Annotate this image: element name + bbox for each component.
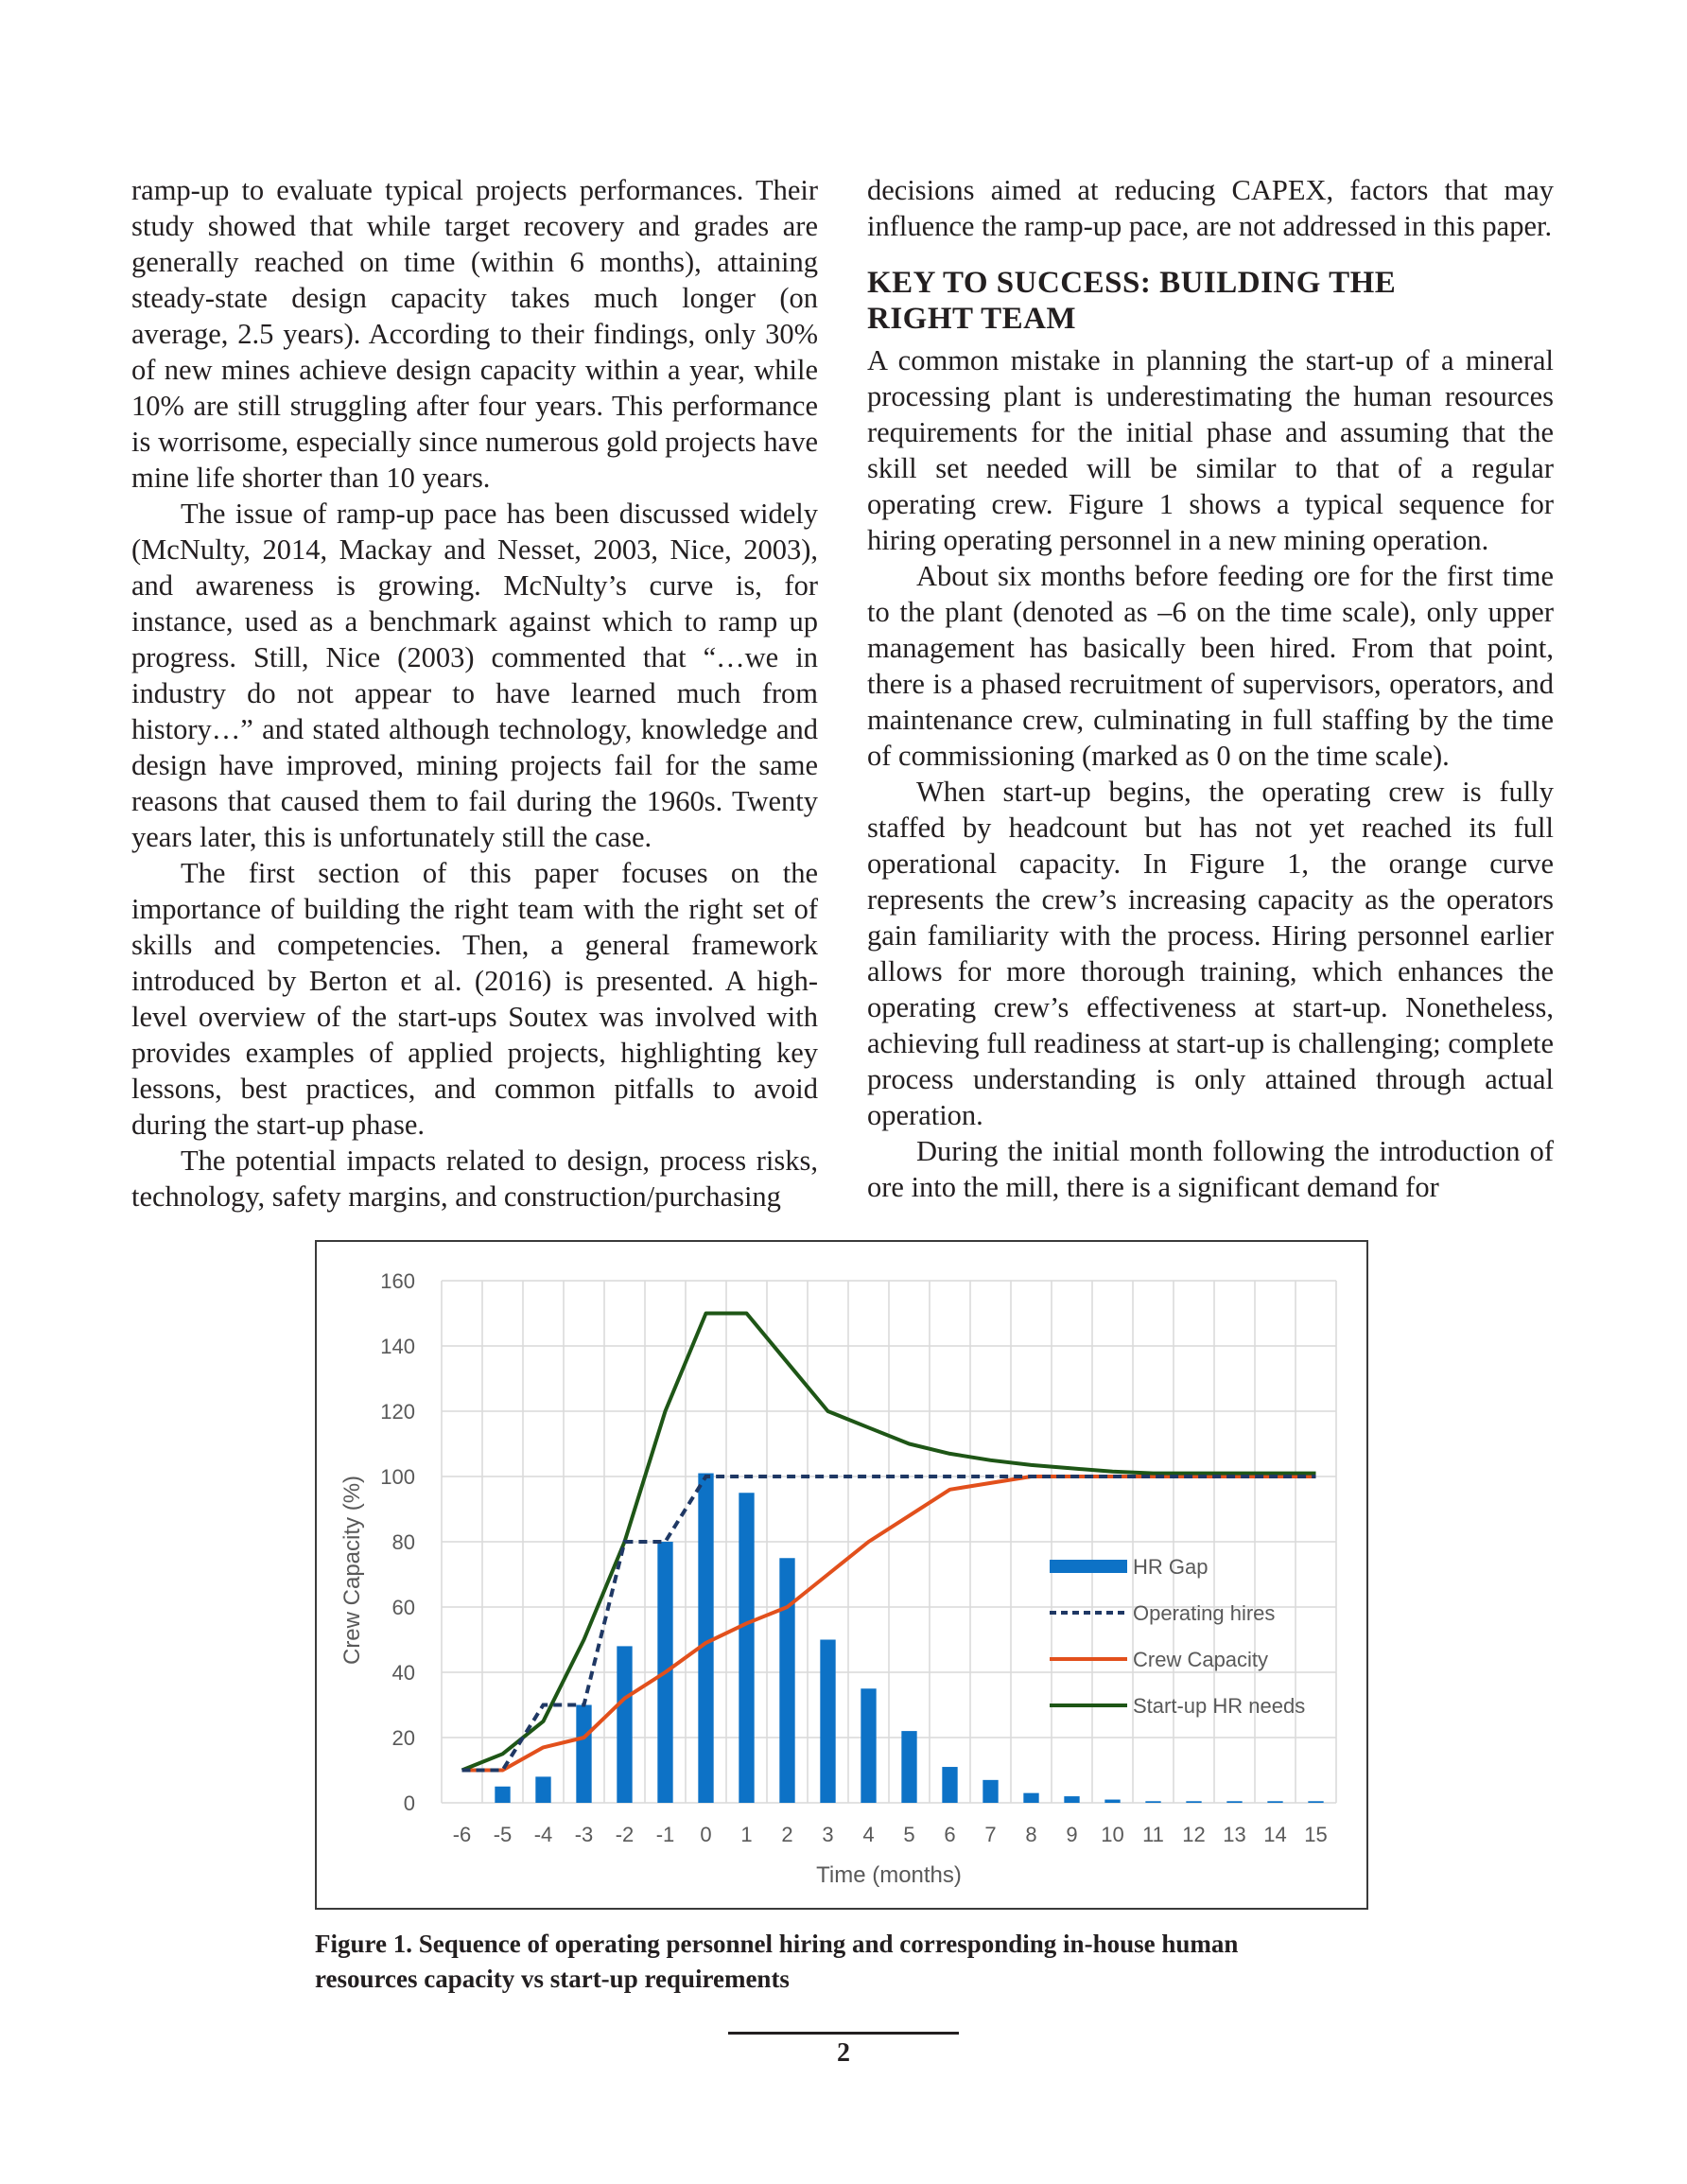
bar-hr-gap xyxy=(617,1646,632,1803)
x-tick-label: 8 xyxy=(1025,1823,1037,1846)
bar-hr-gap xyxy=(1023,1793,1038,1803)
y-tick-label: 120 xyxy=(380,1400,415,1424)
x-tick-label: 4 xyxy=(862,1823,875,1846)
right-column xyxy=(867,172,1554,1205)
x-tick-label: 11 xyxy=(1142,1823,1164,1846)
left-paragraph-1: ramp-up to evaluate typical projects performances. Their study showed that while target recovery and grades are generally reached on time (within 6 months), attaining steady-state design capacity takes much longer (on average, 2.5 years). According to their findings, only 30% of new mines achieve design capacity within a year, while 10% are still struggling after four years. This performance is worrisome, especially since numerous gold projects have mine life shorter than 10 years. xyxy=(131,174,818,494)
page-number: 2 xyxy=(837,2038,850,2068)
y-axis-title: Crew Capacity (%) xyxy=(339,1475,365,1666)
y-tick-label: 20 xyxy=(391,1726,415,1750)
x-tick-label: 9 xyxy=(1066,1823,1078,1846)
right-paragraph-3: When start-up begins, the operating crew is fully staffed by headcount but has not yet reached its full operational capacity. In Figure 1, the orange curve represents the crew’s increasing capacity as the operators gain familiarity with the process. Hiring personnel earlier allows for more thorough training, which enhances the operating crew’s effectiveness at start-up. Nonetheless, achieving full readiness at start-up is challenging; complete process understanding is only attained through actual operation. xyxy=(867,776,1554,1131)
legend-label: Crew Capacity xyxy=(1133,1648,1269,1671)
x-tick-label: -4 xyxy=(533,1823,553,1846)
right-intro-paragraph: decisions aimed at reducing CAPEX, factors that may influence the ramp-up pace, are not addressed in this paper. xyxy=(867,174,1554,242)
bar-hr-gap xyxy=(1308,1801,1323,1803)
y-tick-label: 0 xyxy=(403,1791,415,1815)
bar-hr-gap xyxy=(1064,1796,1079,1803)
crew-capacity-chart xyxy=(317,1242,1366,1908)
bar-hr-gap xyxy=(495,1787,510,1803)
x-tick-label: -6 xyxy=(452,1823,472,1846)
bar-hr-gap xyxy=(779,1558,794,1803)
bar-hr-gap xyxy=(698,1474,713,1803)
figure-caption xyxy=(315,1927,1355,1997)
legend-label: HR Gap xyxy=(1133,1555,1209,1579)
x-tick-label: 2 xyxy=(781,1823,793,1846)
bar-hr-gap xyxy=(739,1493,754,1803)
right-paragraph-2: About six months before feeding ore for the first time to the plant (denoted as –6 on the time scale), only upper management has basically been hired. From that point, there is a phased recruitment of supervisors, operators, and maintenance crew, culminating in full staffing by the time of commissioning (marked as 0 on the time scale). xyxy=(867,560,1554,772)
y-tick-label: 40 xyxy=(391,1661,415,1685)
x-tick-label: -2 xyxy=(615,1823,635,1846)
x-tick-label: 1 xyxy=(740,1823,753,1846)
bar-hr-gap xyxy=(942,1767,957,1803)
y-tick-label: 160 xyxy=(380,1269,415,1293)
bar-hr-gap xyxy=(1226,1801,1242,1803)
x-tick-label: -3 xyxy=(574,1823,594,1846)
x-tick-label: 12 xyxy=(1182,1823,1206,1846)
y-tick-label: 100 xyxy=(380,1465,415,1489)
legend-label: Operating hires xyxy=(1133,1601,1276,1625)
section-heading xyxy=(867,265,1554,337)
bar-hr-gap xyxy=(983,1780,998,1803)
bar-hr-gap xyxy=(1186,1801,1201,1803)
bar-hr-gap xyxy=(1104,1800,1120,1803)
x-tick-label: 0 xyxy=(700,1823,712,1846)
bar-hr-gap xyxy=(1267,1801,1282,1803)
x-tick-label: 10 xyxy=(1101,1823,1124,1846)
left-paragraph-3: The first section of this paper focuses on the importance of building the right team with the right set of skills and competencies. Then, a general framework introduced by Berton et al. (2016) is presented. A high- level overview of the start-ups Soutex was involved with provides examples of applied projects, highlighting key lessons, best practices, and common pitfalls to avoid during the start-up phase. xyxy=(131,857,818,1141)
section-heading-line-2: RIGHT TEAM xyxy=(867,302,1077,336)
right-paragraph-1: A common mistake in planning the start-up of a mineral processing plant is underestimating the human resources requirements for the initial phase and assuming that the skill set needed will be similar to that of a regular operating crew. Figure 1 shows a typical sequence for hiring operating personnel in a new mining operation. xyxy=(867,344,1554,556)
x-axis-title: Time (months) xyxy=(816,1862,962,1888)
y-tick-label: 60 xyxy=(391,1596,415,1619)
x-tick-label: 6 xyxy=(944,1823,956,1846)
bar-hr-gap xyxy=(1145,1801,1160,1803)
x-tick-label: -1 xyxy=(655,1823,675,1846)
figure-caption-line-1: Figure 1. Sequence of operating personnel hiring and corresponding in-house human xyxy=(315,1930,1239,1958)
x-tick-label: 15 xyxy=(1304,1823,1328,1846)
bar-hr-gap xyxy=(576,1705,591,1804)
bar-hr-gap xyxy=(820,1640,835,1804)
figure-1-frame xyxy=(315,1240,1368,1910)
x-tick-label: 14 xyxy=(1263,1823,1287,1846)
bar-hr-gap xyxy=(901,1731,916,1803)
legend-label: Start-up HR needs xyxy=(1133,1694,1306,1718)
page-number-rule xyxy=(728,2032,959,2035)
x-tick-label: 7 xyxy=(984,1823,997,1846)
y-tick-label: 80 xyxy=(391,1530,415,1554)
right-paragraph-4: During the initial month following the introduction of ore into the mill, there is a significant demand for xyxy=(867,1135,1554,1203)
left-column xyxy=(131,172,818,1214)
left-paragraph-4: The potential impacts related to design, process risks, technology, safety margins, and construction/purchasing xyxy=(131,1144,818,1213)
legend-swatch-bar xyxy=(1050,1560,1127,1573)
x-tick-label: 3 xyxy=(822,1823,834,1846)
x-tick-label: 13 xyxy=(1223,1823,1246,1846)
section-heading-line-1: KEY TO SUCCESS: BUILDING THE xyxy=(867,266,1397,300)
bar-hr-gap xyxy=(535,1776,550,1803)
x-tick-label: 5 xyxy=(903,1823,915,1846)
x-tick-label: -5 xyxy=(493,1823,513,1846)
left-paragraph-2: The issue of ramp-up pace has been discussed widely (McNulty, 2014, Mackay and Nesset, 2003, Nice, 2003), and awareness is growing. McNulty’s curve is, for instance, used as a benchmark against which to ramp up progress. Still, Nice (2003) commented that “…we in industry do not appear to have learned much from history…” and stated although technology, knowledge and design have improved, mining projects fail for the same reasons that caused them to fail during the 1960s. Twenty years later, this is unfortunately still the case. xyxy=(131,498,818,853)
bar-hr-gap xyxy=(861,1688,876,1803)
y-tick-label: 140 xyxy=(380,1335,415,1358)
figure-caption-line-2: resources capacity vs start-up requirements xyxy=(315,1965,790,1993)
